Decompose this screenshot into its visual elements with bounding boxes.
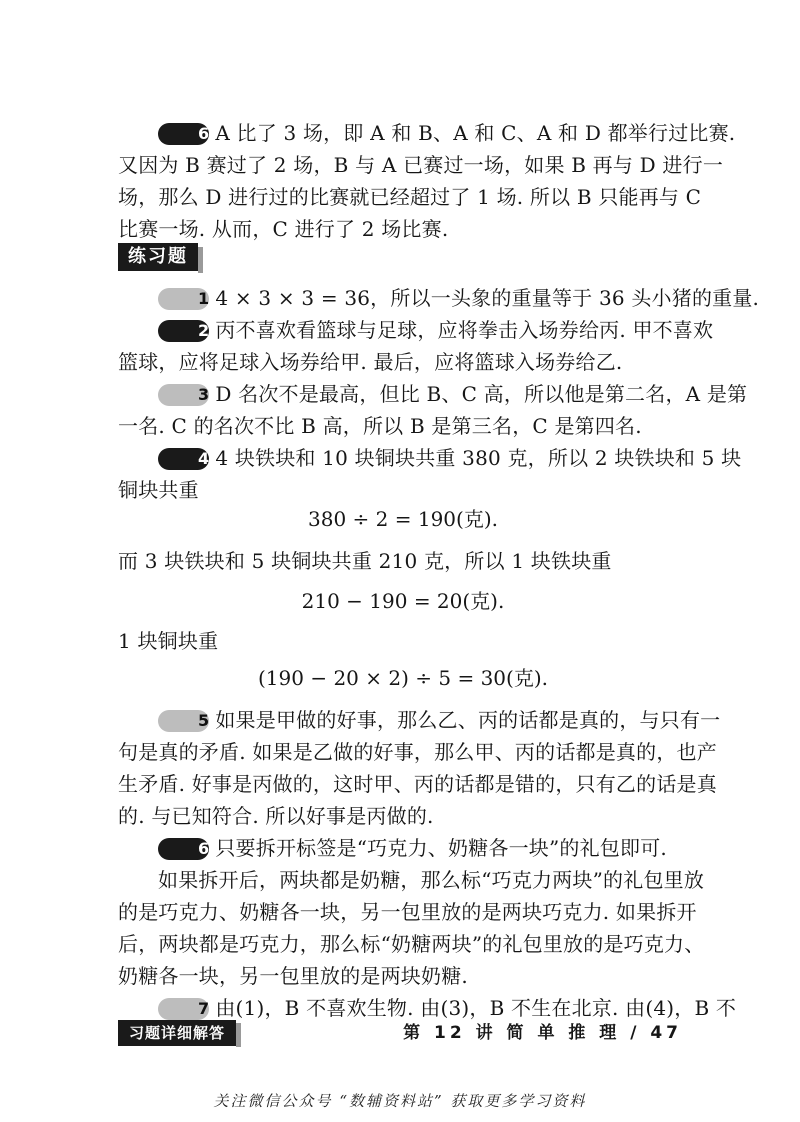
exercise-number-badge: 2 (158, 320, 209, 342)
exercise-text: 如果拆开后，两块都是奶糖，那么标“巧克力两块”的礼包里放 (158, 868, 705, 892)
exercise-text: 4 块铁块和 10 块铜块共重 380 克，所以 2 块铁块和 5 块 (215, 446, 742, 470)
footer-page-info: 第 12 讲 简 单 推 理 / 47 (403, 1023, 682, 1043)
exercise-text: 奶糖各一块，另一包里放的是两块奶糖. (118, 964, 468, 988)
watermark-text: 关注微信公众号 “数辅资料站” 获取更多学习资料 (213, 1092, 587, 1110)
footer-section-label: 习题详细解答 (118, 1020, 236, 1046)
exercise-text: 篮球，应将足球入场券给甲. 最后，应将篮球入场券给乙. (118, 350, 623, 374)
exercise-5 (118, 704, 721, 832)
exercise-2 (118, 314, 714, 378)
exercise-text: 而 3 块铁块和 5 块铜块共重 210 克，所以 1 块铁块重 (118, 549, 612, 573)
exercise-text: 由(1)，B 不喜欢生物. 由(3)，B 不生在北京. 由(4)，B 不 (215, 996, 737, 1020)
exercise-1 (118, 282, 760, 314)
exercise-number-badge: 4 (158, 448, 209, 470)
exercise-text: 后，两块都是巧克力，那么标“奶糖两块”的礼包里放的是巧克力、 (118, 932, 705, 956)
exercise-text: 丙不喜欢看篮球与足球，应将拳击入场券给丙. 甲不喜欢 (215, 318, 714, 342)
exercise-text: 只要拆开标签是“巧克力、奶糖各一块”的礼包即可. (215, 836, 667, 860)
exercise-number-badge: 3 (158, 384, 209, 406)
exercise-text: 1 块铜块重 (118, 629, 219, 653)
exercise-text: 铜块共重 (118, 478, 199, 502)
exercise-4-continued (118, 545, 688, 577)
answer-line: 又因为 B 赛过了 2 场，B 与 A 已赛过一场，如果 B 再与 D 进行一 (118, 153, 724, 177)
exercise-text: 如果是甲做的好事，那么乙、丙的话都是真的，与只有一 (215, 708, 721, 732)
exercise-text: 一名. C 的名次不比 B 高，所以 B 是第三名，C 是第四名. (118, 414, 642, 438)
exercise-number-badge: 7 (158, 998, 209, 1020)
exercise-number-badge: 1 (158, 288, 209, 310)
exercise-text: 4 × 3 × 3 = 36，所以一头象的重量等于 36 头小猪的重量. (215, 286, 760, 310)
answer-number-badge: 6 (158, 123, 209, 145)
formula: (190 − 20 × 2) ÷ 5 = 30(克). (258, 666, 548, 690)
formula: 380 ÷ 2 = 190(克). (308, 507, 498, 531)
exercise-4 (118, 442, 742, 506)
answer-line: 比赛一场. 从而，C 进行了 2 场比赛. (118, 217, 449, 241)
exercise-text: 的是巧克力、奶糖各一块，另一包里放的是两块巧克力. 如果拆开 (118, 900, 697, 924)
answer-6 (118, 117, 736, 245)
formula: 210 − 190 = 20(克). (301, 589, 505, 613)
exercise-number-badge: 6 (158, 838, 209, 860)
exercise-number-badge: 5 (158, 710, 209, 732)
answer-line: A 比了 3 场，即 A 和 B、A 和 C、A 和 D 都举行过比赛. (215, 121, 736, 145)
exercise-3 (118, 378, 748, 442)
exercise-text: 生矛盾. 好事是丙做的，这时甲、丙的话都是错的，只有乙的话是真 (118, 772, 717, 796)
exercise-6 (118, 832, 705, 992)
answer-line: 场，那么 D 进行过的比赛就已经超过了 1 场. 所以 B 只能再与 C (118, 185, 702, 209)
exercise-text: D 名次不是最高，但比 B、C 高，所以他是第二名，A 是第 (215, 382, 748, 406)
exercise-text: 的. 与已知符合. 所以好事是丙做的. (118, 804, 434, 828)
section-heading: 练习题 (118, 243, 198, 271)
exercise-4-continued (118, 625, 688, 657)
exercise-text: 句是真的矛盾. 如果是乙做的好事，那么甲、丙的话都是真的，也产 (118, 740, 717, 764)
